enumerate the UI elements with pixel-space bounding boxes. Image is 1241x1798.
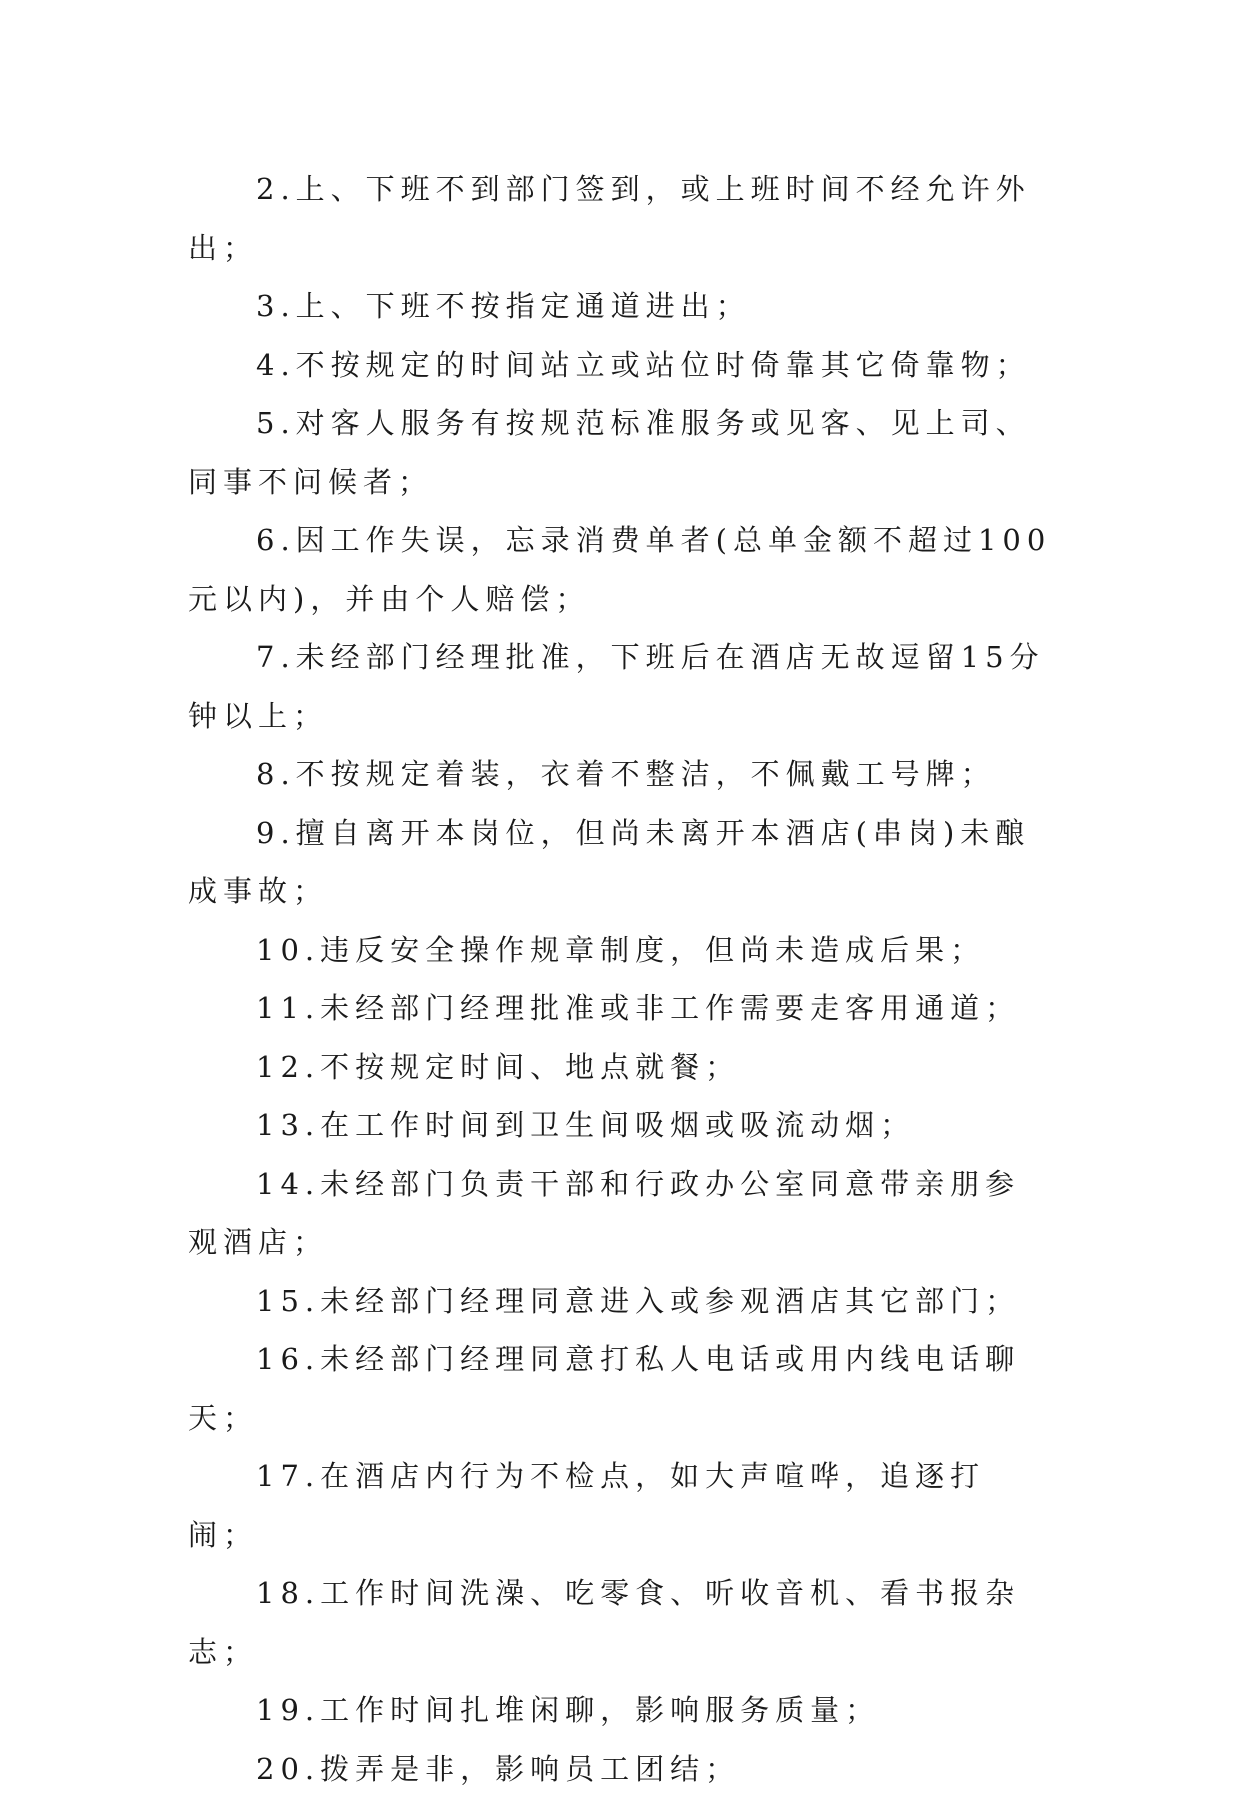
rule-item-16: 16.未经部门经理同意打私人电话或用内线电话聊天； (188, 1330, 1053, 1447)
rule-item-15: 15.未经部门经理同意进入或参观酒店其它部门； (188, 1272, 1053, 1331)
rule-item-20: 20.拨弄是非，影响员工团结； (188, 1740, 1053, 1798)
rule-item-11: 11.未经部门经理批准或非工作需要走客用通道； (188, 979, 1053, 1038)
rule-item-3: 3.上、下班不按指定通道进出； (188, 277, 1053, 336)
rule-item-12: 12.不按规定时间、地点就餐； (188, 1038, 1053, 1097)
rule-item-18: 18.工作时间洗澡、吃零食、听收音机、看书报杂志； (188, 1564, 1053, 1681)
rule-item-14: 14.未经部门负责干部和行政办公室同意带亲朋参观酒店； (188, 1155, 1053, 1272)
rule-item-2: 2.上、下班不到部门签到，或上班时间不经允许外出； (188, 160, 1053, 277)
rule-item-17: 17.在酒店内行为不检点，如大声喧哗，追逐打闹； (188, 1447, 1053, 1564)
rule-item-10: 10.违反安全操作规章制度，但尚未造成后果； (188, 921, 1053, 980)
rule-item-8: 8.不按规定着装，衣着不整洁，不佩戴工号牌； (188, 745, 1053, 804)
rule-item-7: 7.未经部门经理批准，下班后在酒店无故逗留15分钟以上； (188, 628, 1053, 745)
rule-item-4: 4.不按规定的时间站立或站位时倚靠其它倚靠物； (188, 336, 1053, 395)
rule-item-13: 13.在工作时间到卫生间吸烟或吸流动烟； (188, 1096, 1053, 1155)
rule-item-9: 9.擅自离开本岗位，但尚未离开本酒店(串岗)未酿成事故； (188, 804, 1053, 921)
rule-item-5: 5.对客人服务有按规范标准服务或见客、见上司、同事不问候者； (188, 394, 1053, 511)
rule-item-19: 19.工作时间扎堆闲聊，影响服务质量； (188, 1681, 1053, 1740)
document-body (188, 160, 1053, 1798)
rule-item-6: 6.因工作失误，忘录消费单者(总单金额不超过100元以内)，并由个人赔偿； (188, 511, 1053, 628)
